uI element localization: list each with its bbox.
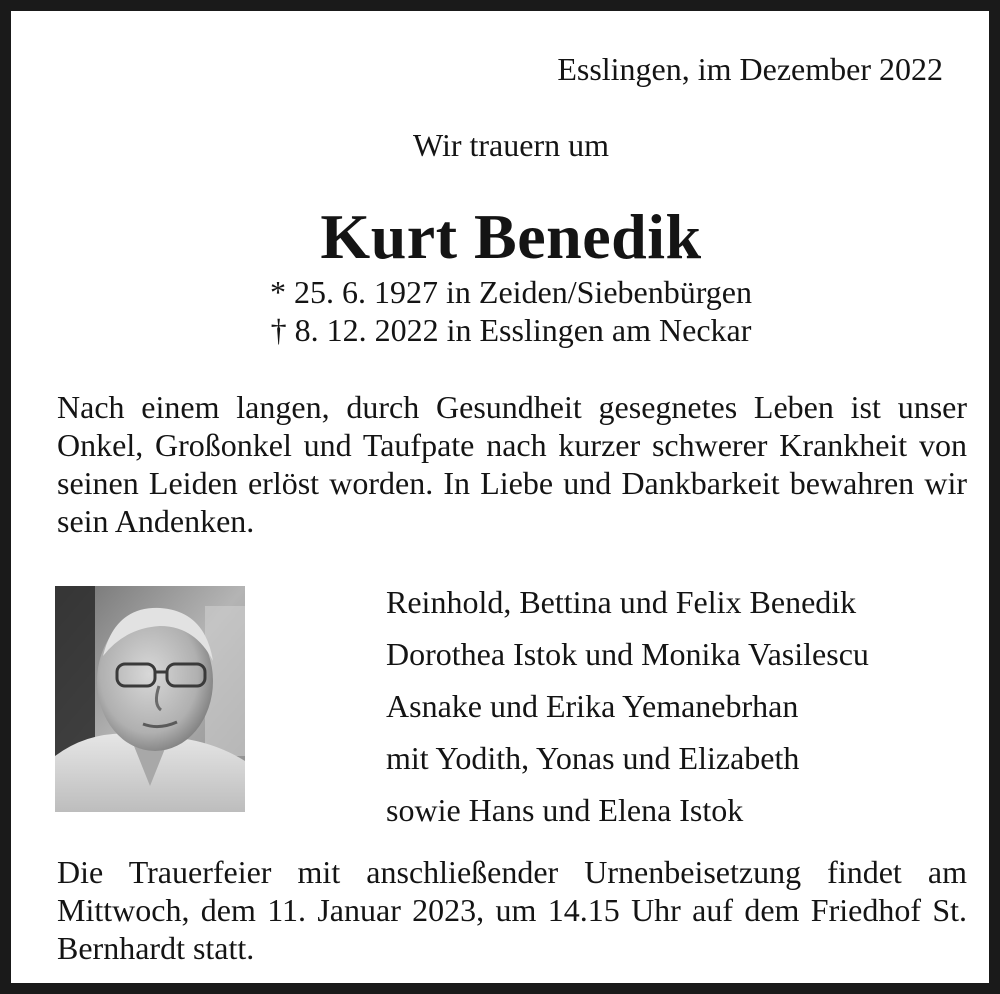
mourner-line: sowie Hans und Elena Istok [386,792,744,828]
portrait-photo [55,586,245,812]
portrait-photo-icon [55,586,245,812]
birth-date: * 25. 6. 1927 in Zeiden/Siebenbürgen [270,274,752,310]
mourner-line: Reinhold, Bettina und Felix Benedik [386,584,857,620]
funeral-details: Die Trauerfeier mit anschließender Urnenbeisetzung findet am Mittwoch, dem 11. Januar 2023, um 14.15 Uhr auf dem Friedhof St. Bernhardt statt. [57,854,967,966]
mourner-line: Dorothea Istok und Monika Vasilescu [386,636,869,672]
deceased-name: Kurt Benedik [320,201,702,272]
mourners-list [386,576,869,836]
mourner-line: Asnake und Erika Yemanebrhan [386,688,799,724]
mourner-line: mit Yodith, Yonas und Elizabeth [386,740,800,776]
notice-body: Nach einem langen, durch Gesundheit gesegnetes Leben ist unser Onkel, Großonkel und Taufpate nach kurzer schwerer Krankheit von seinen Leiden erlöst worden. In Liebe und Dankbarkeit bewahren wir sein Andenken. [57,389,967,539]
death-date: † 8. 12. 2022 in Esslingen am Neckar [270,312,752,348]
intro-text: Wir trauern um [413,127,609,163]
dateline: Esslingen, im Dezember 2022 [557,51,943,87]
life-dates [11,273,1000,349]
